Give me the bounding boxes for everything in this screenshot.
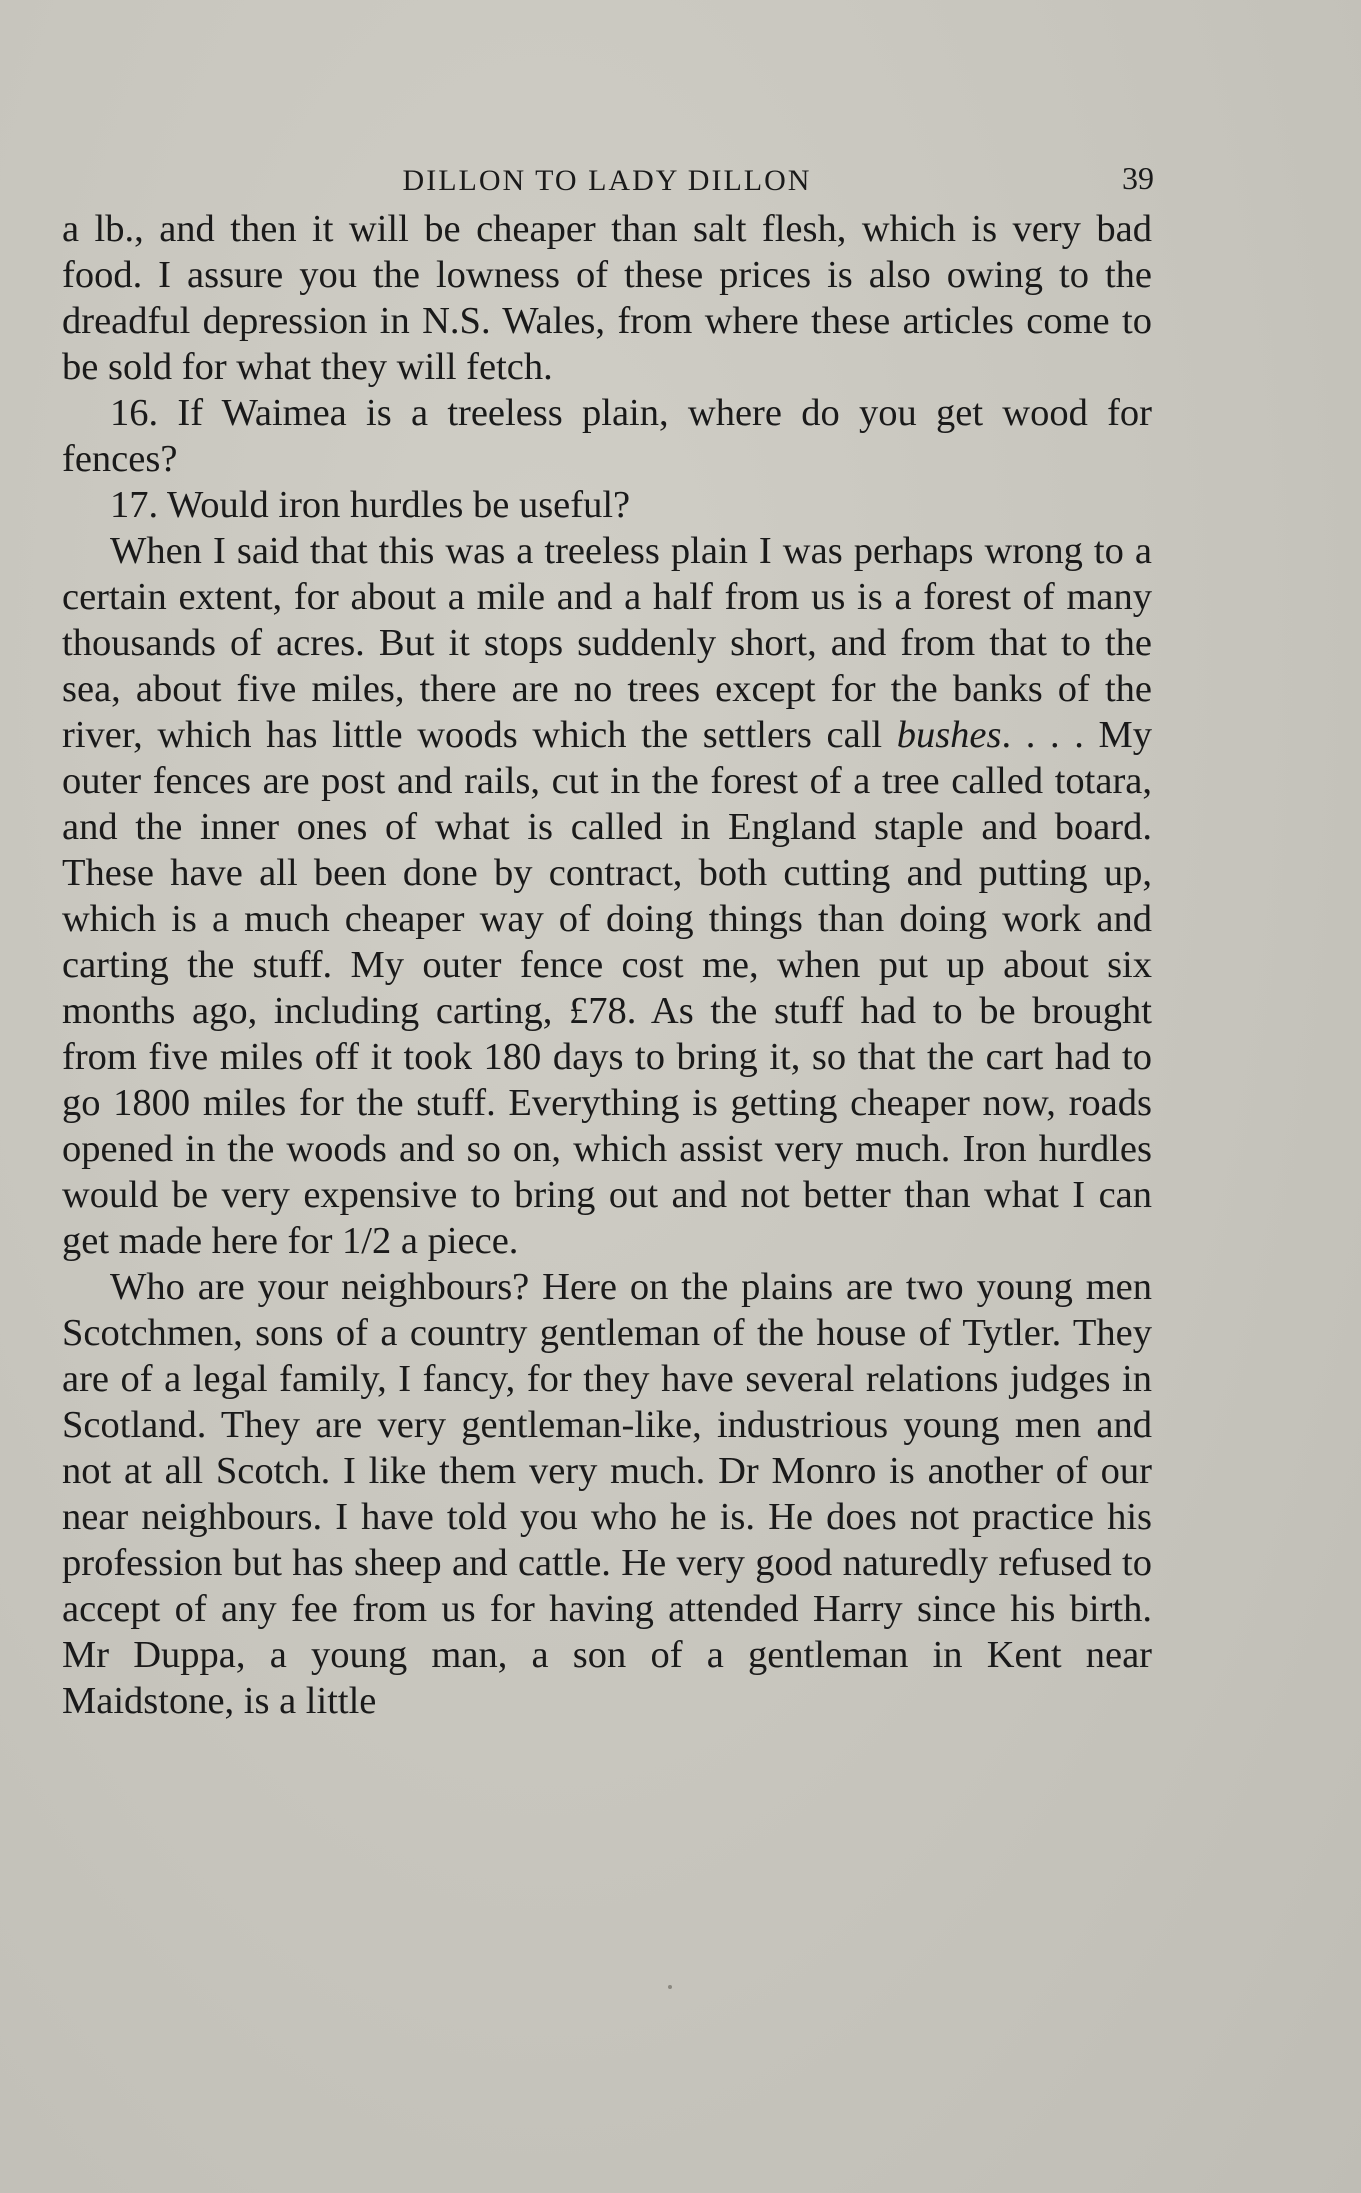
running-head <box>62 150 1152 206</box>
fences-text-start: When I said that this was a treeless plain I was perhaps wrong to a certain extent, for about a mile and a half from us is a forest of many thousands of acres. But it stops suddenly short, and from that to the sea, about five miles, there are no trees except for the banks of the river, which has little woods which the settlers call <box>62 530 1152 756</box>
fences-text-end: . . . . My outer fences are post and rails, cut in the forest of a tree called totara, and the inner ones of what is called in England staple and board. These have all been done by contract, both cutting and putting up, which is a much cheaper way of doing things than doing work and carting the stuff. My outer fence cost me, when put up about six months ago, including carting, £78. As the stuff had to be brought from five miles off it took 180 days to bring it, so that the cart had to go 1800 miles for the stuff. Everything is getting cheaper now, roads opened in the woods and so on, which assist very much. Iron hurdles would be very expensive to bring out and not better than what I can get made here for 1/2 a piece. <box>62 714 1152 1262</box>
page-number: 39 <box>1122 160 1154 196</box>
paragraph-neighbours: Who are your neighbours? Here on the plains are two young men Scotchmen, sons of a country gentleman of the house of Tytler. They are of a legal family, I fancy, for they have several relations judges in Scotland. They are very gentleman-like, industrious young men and not at all Scotch. I like them very much. Dr Monro is another of our near neighbours. I have told you who he is. He does not practice his profession but has sheep and cattle. He very good naturedly refused to accept of any fee from us for having attended Harry since his birth. Mr Duppa, a young man, a son of a gentleman in Kent near Maidstone, is a little <box>62 1266 1152 1722</box>
italic-bushes: bushes <box>896 714 1002 756</box>
paragraph-fences-answer <box>62 528 1152 1264</box>
paragraph-continued: a lb., and then it will be cheaper than salt flesh, which is very bad food. I assure you the lowness of these prices is also owing to the dreadful depression in N.S. Wales, from where these articles come to be sold for what they will fetch. <box>62 208 1152 388</box>
paper-speck <box>668 1985 672 1989</box>
paragraph-question-17: 17. Would iron hurdles be useful? <box>110 484 631 526</box>
paragraph-question-16: 16. If Waimea is a treeless plain, where do you get wood for fences? <box>62 392 1152 480</box>
running-title: DILLON TO LADY DILLON <box>402 164 812 197</box>
text-body <box>62 206 1152 1724</box>
book-page <box>62 150 1152 1724</box>
